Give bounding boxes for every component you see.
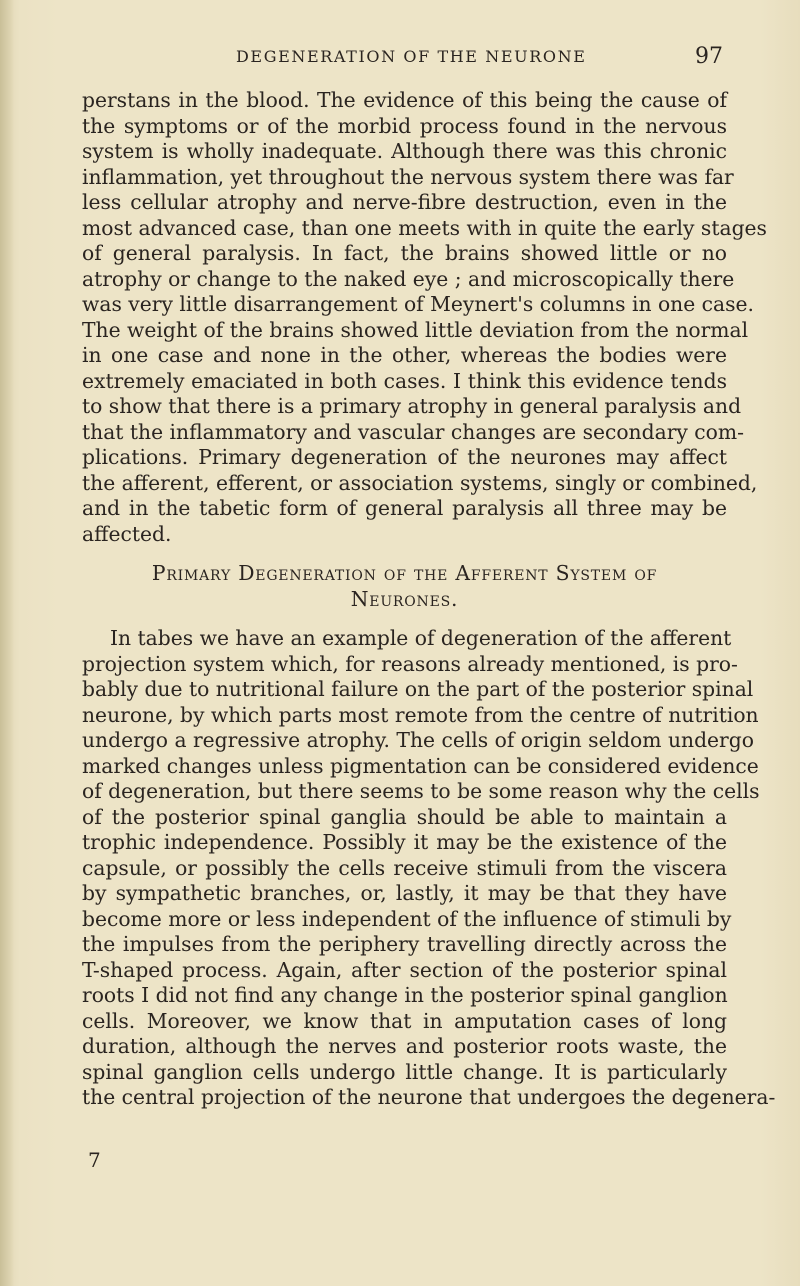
text-line: that the inflammatory and vascular changes are secondary com- bbox=[82, 419, 744, 444]
text-line: extremely emaciated in both cases. I think this evidence tends bbox=[82, 368, 727, 393]
text-line: cells. Moreover, we know that in amputation cases of long bbox=[82, 1008, 727, 1033]
text-line: atrophy or change to the naked eye ; and microscopically there bbox=[82, 266, 735, 291]
text-line: neurone, by which parts most remote from the centre of nutrition bbox=[82, 702, 759, 727]
text-line: and in the tabetic form of general paralysis all three may be bbox=[82, 496, 727, 520]
section-heading-line: Primary Degeneration of the Afferent System of bbox=[151, 561, 658, 585]
page-number: 97 bbox=[695, 44, 723, 69]
text-line: duration, although the nerves and posterior roots waste, the bbox=[82, 1034, 727, 1058]
signature-mark: 7 bbox=[88, 1148, 101, 1172]
text-line: perstans in the blood. The evidence of this being the cause of bbox=[82, 88, 727, 112]
text-line: capsule, or possibly the cells receive stimuli from the viscera bbox=[82, 855, 727, 880]
text-line: T-shaped process. Again, after section of the posterior spinal bbox=[82, 957, 727, 982]
text-line: spinal ganglion cells undergo little change. It is particularly bbox=[82, 1059, 727, 1084]
section-heading bbox=[82, 561, 727, 612]
text-line: the central projection of the neurone that undergoes the degenera- bbox=[82, 1085, 776, 1109]
text-line: less cellular atrophy and nerve-fibre destruction, even in the bbox=[82, 190, 727, 214]
text-line: in one case and none in the other, whereas the bodies were bbox=[82, 343, 727, 367]
text-line: of the posterior spinal ganglia should be able to maintain a bbox=[82, 804, 727, 829]
binding-shadow bbox=[0, 0, 14, 1286]
text-line: roots I did not find any change in the posterior spinal ganglion bbox=[82, 983, 728, 1007]
text-line: become more or less independent of the influence of stimuli by bbox=[82, 906, 732, 931]
text-line: In tabes we have an example of degeneration of the afferent bbox=[110, 626, 732, 650]
text-line: undergo a regressive atrophy. The cells of origin seldom undergo bbox=[82, 728, 754, 752]
text-line: marked changes unless pigmentation can be considered evidence bbox=[82, 753, 759, 778]
text-line: The weight of the brains showed little deviation from the normal bbox=[82, 317, 749, 342]
text-line: affected. bbox=[82, 521, 172, 546]
text-line: the afferent, efferent, or association systems, singly or combined, bbox=[82, 470, 758, 495]
text-line: the symptoms or of the morbid process found in the nervous bbox=[82, 113, 727, 138]
text-line: was very little disarrangement of Meynert's columns in one case. bbox=[82, 292, 754, 316]
text-line: bably due to nutritional failure on the part of the posterior spinal bbox=[82, 677, 754, 701]
text-line: inflammation, yet throughout the nervous system there was far bbox=[82, 164, 734, 189]
text-line: system is wholly inadequate. Although there was this chronic bbox=[82, 139, 727, 163]
text-line: of degeneration, but there seems to be some reason why the cells bbox=[82, 779, 760, 803]
running-head: DEGENERATION OF THE NEURONE bbox=[236, 47, 587, 66]
section-heading-line: Neurones. bbox=[350, 586, 459, 611]
text-line: plications. Primary degeneration of the neurones may affect bbox=[82, 445, 727, 469]
text-line: trophic independence. Possibly it may be the existence of the bbox=[82, 830, 727, 854]
body-text bbox=[82, 88, 776, 1111]
paragraph-2 bbox=[82, 626, 776, 1111]
text-line: most advanced case, than one meets with in quite the early stages bbox=[82, 215, 767, 240]
text-line: the impulses from the periphery travelling directly across the bbox=[82, 932, 727, 956]
text-line: projection system which, for reasons already mentioned, is pro- bbox=[82, 651, 738, 676]
paragraph-1 bbox=[82, 88, 767, 547]
text-line: to show that there is a primary atrophy in general paralysis and bbox=[82, 394, 742, 418]
text-line: by sympathetic branches, or, lastly, it may be that they have bbox=[82, 881, 727, 905]
text-line: of general paralysis. In fact, the brains showed little or no bbox=[82, 241, 727, 265]
